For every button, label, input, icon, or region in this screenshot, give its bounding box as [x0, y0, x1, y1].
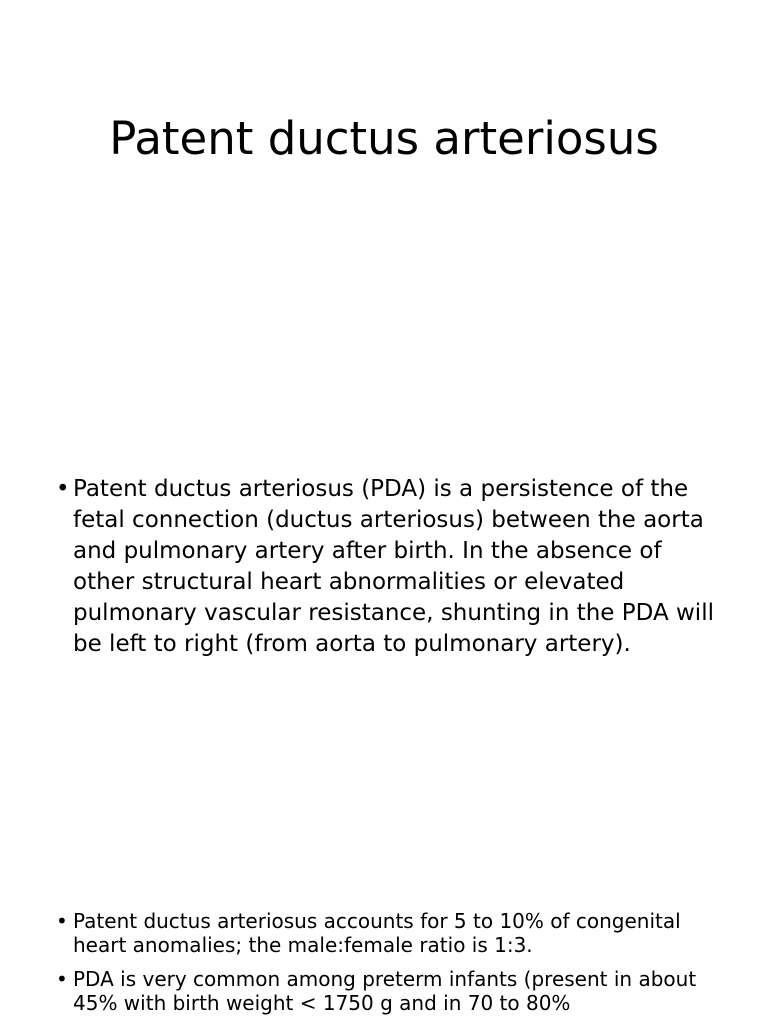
bullet-list [56, 474, 728, 660]
bullet-icon: • [56, 476, 70, 502]
bullet-list [56, 909, 728, 1025]
slide-title: Patent ductus arteriosus [109, 112, 659, 165]
list-item [56, 909, 728, 957]
list-item [56, 474, 728, 660]
bullet-icon: • [56, 909, 68, 933]
bullet-text: Patent ductus arteriosus (PDA) is a persistence of the fetal connection (ductus arteriosus) between the aorta and pulmonary artery after birth. In the absence of other structural heart abnormalities or elevated pulmonary vascular resistance, shunting in the PDA will be left to right (from aorta to pulmonary artery). [73, 476, 714, 657]
bullet-icon: • [56, 967, 68, 991]
list-item [56, 967, 728, 1015]
bullet-text: PDA is very common among preterm infants (present in about 45% with birth weight < 1750 g and in 70 to 80% [73, 967, 697, 1015]
bullet-text: Patent ductus arteriosus accounts for 5 to 10% of congenital heart anomalies; the male:female ratio is 1:3. [73, 909, 681, 957]
